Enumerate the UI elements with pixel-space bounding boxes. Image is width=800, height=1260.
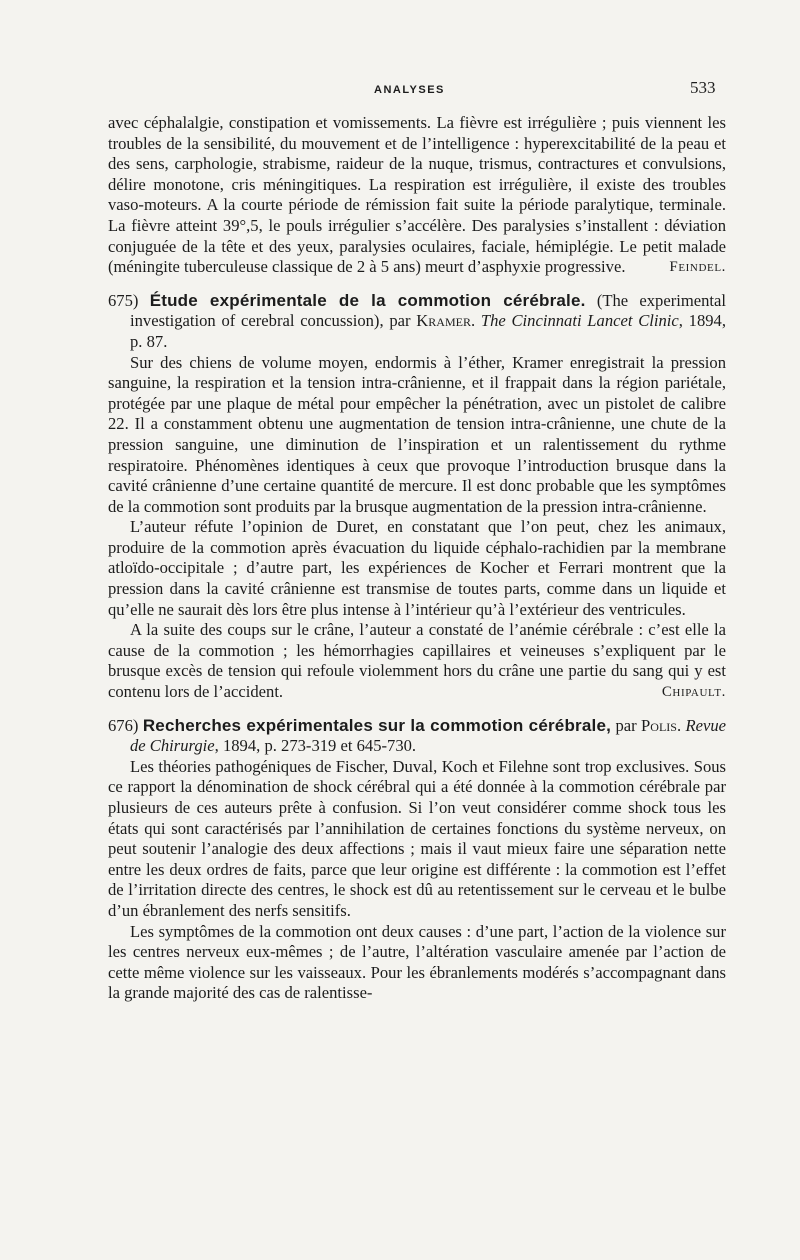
continuation-text: avec céphalalgie, constipation et vomissements. La fièvre est irrégulière ; puis viennent les troubles de la sensibilité, du mouvement et de l’intelligence : hyperexcitabilité de la peau et des sens, carphologie, strabisme, raideur de la nuque, trismus, contractures et convulsions, délire monotone, cris méningitiques. La respiration est irrégulière, il existe des troubles vaso-moteurs. A la courte période de rémission fait suite la période paralytique, terminale. La fièvre atteint 39°,5, le pouls irrégulier s’accélère. Des paralysies s’installent : déviation conjuguée de la tête et des yeux, paralysies oculaires, faciale, hémiplégie. Le petit malade (méningite tuberculeuse classique de 2 à 5 ans) meurt d’asphyxie progressive. xyxy=(108,113,726,277)
entry-675-paragraph-3-text: A la suite des coups sur le crâne, l’auteur a constaté de l’anémie cérébrale : c’est elle la cause de la commotion ; les hémorrhagies capillaires et veineuses s’expliquent par le brusque excès de tension qui refoule violemment hors du crâne une partie du sang qui y est contenu lors de l’accident. xyxy=(108,620,726,702)
entry-675-title: Étude expérimentale de la commotion cérébrale. xyxy=(149,290,586,310)
entry-675-author: Kramer. xyxy=(416,311,476,331)
page-header xyxy=(0,78,800,102)
entry-676-citation: , 1894, p. 273-319 et 645-730. xyxy=(214,736,417,756)
entry-676 xyxy=(108,716,726,1004)
entry-675-journal: The Cincinnati Lancet Clinic xyxy=(480,311,679,331)
entry-675 xyxy=(108,291,726,703)
page-text xyxy=(108,113,726,1004)
entry-675-subtitle: (The experimental investigation of cerebral concussion), par xyxy=(130,290,727,331)
signature-feindel: Feindel. xyxy=(669,259,726,276)
page-number: 533 xyxy=(690,78,716,97)
entry-676-paragraph-2: Les symptômes de la commotion ont deux causes : d’une part, l’action de la violence sur les centres nerveux eux-mêmes ; de l’autre, l’altération vasculaire amenée par l’action de cette même violence sur les vaisseaux. Pour les ébranlements modérés s’accompagnant dans la grande majorité des cas de ralentisse- xyxy=(108,921,726,1003)
entry-676-title: Recherches expérimentales sur la commotion cérébrale, xyxy=(142,715,612,735)
entry-676-number: 676) xyxy=(108,715,139,735)
entry-676-journal: Revue de Chirurgie xyxy=(130,715,727,756)
running-head: ANALYSES xyxy=(374,84,445,96)
entry-675-paragraph-2: L’auteur réfute l’opinion de Duret, en constatant que l’on peut, chez les animaux, produire de la commotion après évacuation du liquide céphalo-rachidien par la membrane atloïdo-occipitale ; d’autre part, les expériences de Kocher et Ferrari montrent que la pression dans la cavité crânienne est transmise de toutes parts, comme dans un liquide et qu’elle ne saurait dès lors être plus intense à l’intérieur qu’à l’extérieur des ventricules. xyxy=(108,517,726,619)
entry-675-paragraph-1: Sur des chiens de volume moyen, endormis à l’éther, Kramer enregistrait la pression sanguine, la respiration et la tension intra-crânienne, et il frappait dans la région pariétale, protégée par une plaque de métal pour empêcher la pénétration, avec un pistolet de calibre 22. Il a constamment obtenu une augmentation de tension intra-crânienne, une chute de la pression sanguine, une diminution de l’inspiration et un ralentissement du rythme respiratoire. Phénomènes identiques à ceux que provoque l’introduction brusque dans la cavité crânienne d’une certaine quantité de mercure. Il est donc probable que les symptômes de la commotion sont produits par la brusque augmentation de la pression intra-crânienne. xyxy=(108,352,726,516)
signature-chipault: Chipault. xyxy=(661,684,726,701)
entry-676-author: Polis. xyxy=(641,715,682,735)
entry-675-citation: , 1894, p. 87. xyxy=(130,311,726,351)
entry-675-paragraph-3 xyxy=(108,620,726,702)
entry-675-heading xyxy=(108,291,726,353)
entry-675-number: 675) xyxy=(108,290,139,310)
entry-676-subtitle: par xyxy=(615,715,637,735)
entry-676-heading xyxy=(108,716,726,757)
continuation-paragraph xyxy=(108,113,726,278)
entry-676-paragraph-1: Les théories pathogéniques de Fischer, Duval, Koch et Filehne sont trop exclusives. Sous ce rapport la dénomination de shock cérébral qui a été donnée à la commotion cérébrale par plusieurs de ces auteurs prête à confusion. Si l’on veut considérer comme shock tous les états qui sont caractérisés par l’annihilation de certaines fonctions du système nerveux, on peut soutenir l’analogie des deux affections ; mais il vaut mieux faire une séparation nette entre les deux ordres de faits, parce que leur origine est différente : la commotion est l’effet de l’irritation directe des centres, le shock est dû au retentissement sur le cerveau et le bulbe d’un ébranlement des nerfs sensitifs. xyxy=(108,756,726,920)
